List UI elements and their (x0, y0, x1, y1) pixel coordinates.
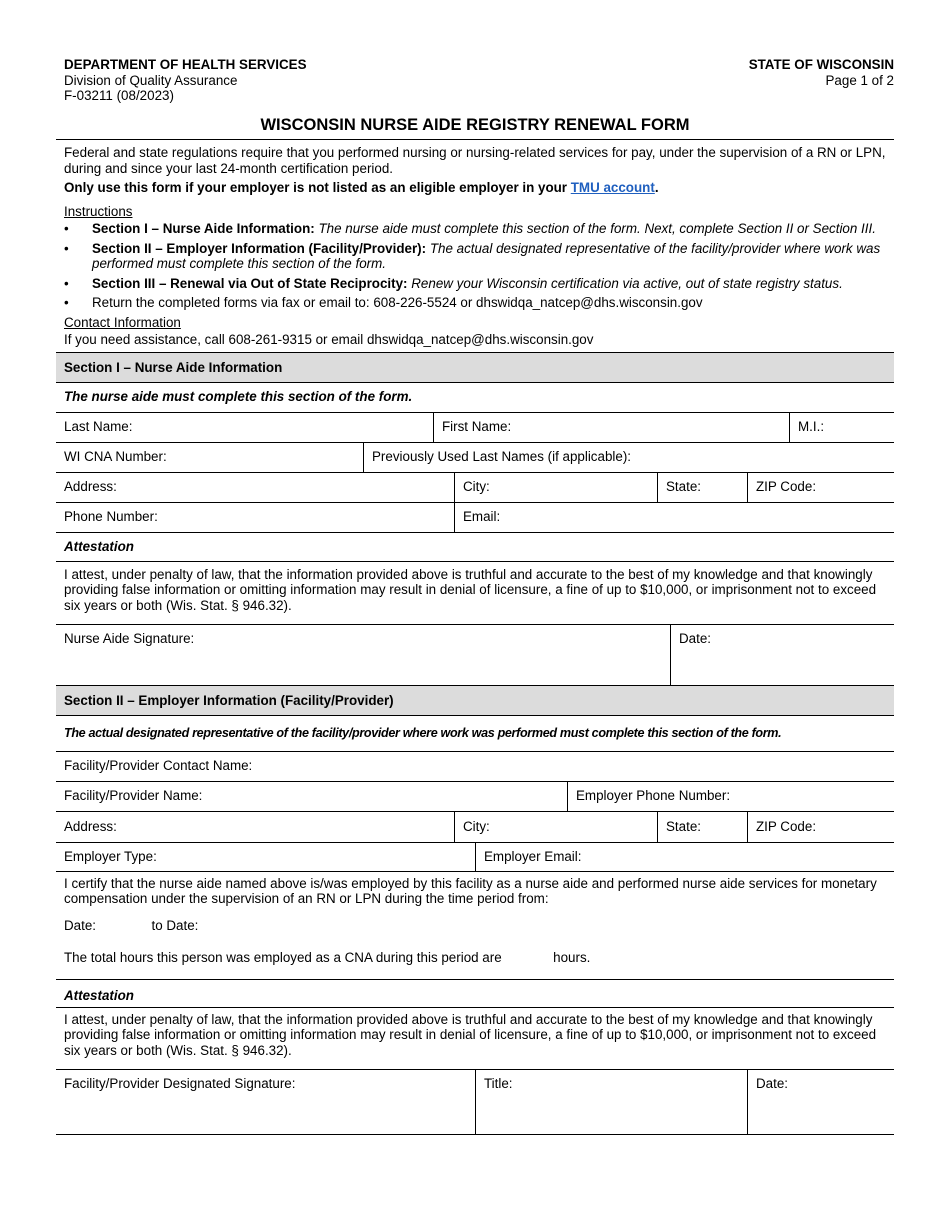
employer-attestation-heading: Attestation (64, 987, 134, 1003)
to-date-label: to Date: (151, 917, 199, 933)
page-number: Page 1 of 2 (825, 72, 894, 88)
facility-name-row (56, 782, 894, 812)
form-title: WISCONSIN NURSE AIDE REGISTRY RENEWAL FORM (260, 116, 690, 134)
instructions-heading: Instructions (64, 203, 133, 219)
employer-attestation-text: I attest, under penalty of law, that the information provided above is truthful and accurate to the best of my knowledge and that knowingly providing false information or omitting information may result in denial of licensure, a fine of up to $10,000, or imprisonment not to exceed six years or both (Wis. Stat. § 946.32). (56, 1008, 894, 1070)
attestation-heading: Attestation (64, 538, 134, 554)
attestation-text: I attest, under penalty of law, that the information provided above is truthful and accurate to the best of my knowledge and that knowingly providing false information or omitting information may result in denial of licensure, a fine of up to $10,000, or imprisonment not to exceed six years or both (Wis. Stat. § 946.32). (56, 562, 894, 625)
facility-signature-field[interactable]: Facility/Provider Designated Signature: (64, 1075, 296, 1091)
section1-heading: Section I – Nurse Aide Information (56, 352, 894, 383)
nurse-aide-signature-field[interactable]: Nurse Aide Signature: (64, 630, 195, 646)
address-row (56, 473, 894, 503)
cna-number-field[interactable]: WI CNA Number: (64, 448, 167, 464)
facility-state-field[interactable]: State: (657, 812, 747, 842)
facility-address-field[interactable]: Address: (64, 818, 117, 834)
hours-line (64, 950, 886, 966)
facility-address-row (56, 812, 894, 843)
phone-field[interactable]: Phone Number: (64, 508, 158, 524)
contact-heading: Contact Information (64, 314, 181, 330)
name-row (56, 413, 894, 443)
form-header (56, 57, 894, 105)
facility-zip-field[interactable]: ZIP Code: (747, 812, 894, 842)
section2-note: The actual designated representative of the facility/provider where work was performed must complete this section of the form. (64, 725, 782, 740)
instruction-item (64, 241, 886, 272)
employer-signature-date-field[interactable]: Date: (747, 1070, 894, 1134)
email-field[interactable]: Email: (454, 503, 894, 532)
instruction-text: Renew your Wisconsin certification via active, out of state registry status. (411, 275, 843, 291)
instruction-label: Section I – Nurse Aide Information: (92, 221, 315, 236)
first-name-field[interactable]: First Name: (433, 413, 789, 442)
instruction-label: Section III – Renewal via Out of State Reciprocity: (92, 275, 408, 291)
phone-row (56, 503, 894, 533)
contact-text: If you need assistance, call 608-261-9315 or email dhswidqa_natcep@dhs.wisconsin.gov (64, 332, 594, 347)
division-name: Division of Quality Assurance (64, 72, 238, 88)
section1-note: The nurse aide must complete this section of the form. (64, 388, 413, 404)
attestation-heading-row (56, 533, 894, 562)
date-from-label: Date: (64, 917, 97, 933)
regulation-text: Federal and state regulations require that you performed nursing or nursing-related services for pay, under the supervision of a RN or LPN, during and since your last 24-month certification period. (64, 145, 886, 176)
state-field[interactable]: State: (657, 473, 747, 502)
only-use-notice (64, 180, 886, 196)
signer-title-field[interactable]: Title: (475, 1070, 747, 1134)
address-field[interactable]: Address: (64, 478, 117, 494)
certification-block (56, 872, 894, 980)
employer-email-field[interactable]: Employer Email: (475, 843, 894, 871)
form-page (56, 57, 894, 1135)
certify-text: I certify that the nurse aide named above is/was employed by this facility as a nurse aide and performed nurse aide services for monetary compensation under the supervision of an RN or LPN during the time period from: (64, 875, 877, 906)
agency-block (64, 57, 307, 104)
bullet-icon: • (64, 275, 69, 291)
instruction-item (64, 295, 886, 311)
last-name-field[interactable]: Last Name: (64, 418, 133, 434)
hours-prefix: The total hours this person was employed as a CNA during this period are (64, 950, 502, 965)
bullet-icon: • (64, 240, 69, 256)
intro-block (56, 140, 894, 348)
bullet-icon: • (64, 221, 69, 236)
bullet-icon: • (64, 295, 69, 310)
employer-type-row (56, 843, 894, 872)
middle-initial-field[interactable]: M.I.: (789, 413, 894, 442)
instruction-label: Section II – Employer Information (Facility/Provider): (92, 240, 427, 256)
state-name: STATE OF WISCONSIN (748, 57, 894, 72)
cna-row (56, 443, 894, 473)
date-range-line (64, 918, 886, 934)
facility-name-field[interactable]: Facility/Provider Name: (64, 787, 203, 803)
previous-names-field[interactable]: Previously Used Last Names (if applicable): (363, 443, 894, 472)
state-block (749, 57, 894, 88)
instruction-text: The nurse aide must complete this section of the form. Next, complete Section II or Section III. (318, 221, 876, 236)
city-field[interactable]: City: (454, 473, 657, 502)
zip-field[interactable]: ZIP Code: (747, 473, 894, 502)
signature-date-field[interactable]: Date: (670, 625, 894, 685)
section2-heading: Section II – Employer Information (Facility/Provider) (56, 686, 894, 716)
employer-type-field[interactable]: Employer Type: (64, 848, 157, 864)
hours-suffix: hours. (553, 950, 591, 965)
employer-phone-field[interactable]: Employer Phone Number: (567, 782, 894, 811)
instruction-text: The actual designated representative of the facility/provider where work was performed must complete this section of the form. (92, 240, 881, 271)
instructions-list (64, 221, 886, 311)
tmu-account-link[interactable]: TMU account (570, 180, 655, 195)
facility-city-field[interactable]: City: (454, 812, 657, 842)
instruction-item (64, 221, 886, 237)
only-use-suffix: . (654, 180, 659, 195)
facility-contact-name-field[interactable]: Facility/Provider Contact Name: (64, 757, 253, 773)
department-name: DEPARTMENT OF HEALTH SERVICES (64, 57, 307, 72)
instruction-text: Return the completed forms via fax or email to: 608-226-5524 or dhswidqa_natcep@dhs.wisconsin.gov (92, 295, 703, 310)
employer-signature-row (56, 1070, 894, 1135)
contact-name-row (56, 752, 894, 782)
only-use-prefix: Only use this form if your employer is not listed as an eligible employer in your (64, 180, 571, 195)
signature-row (56, 625, 894, 686)
section2-note-row (56, 716, 894, 752)
instruction-item (64, 276, 886, 292)
employer-attestation-heading-row (56, 980, 894, 1008)
form-number: F-03211 (08/2023) (64, 88, 174, 103)
section1-note-row (56, 383, 894, 413)
